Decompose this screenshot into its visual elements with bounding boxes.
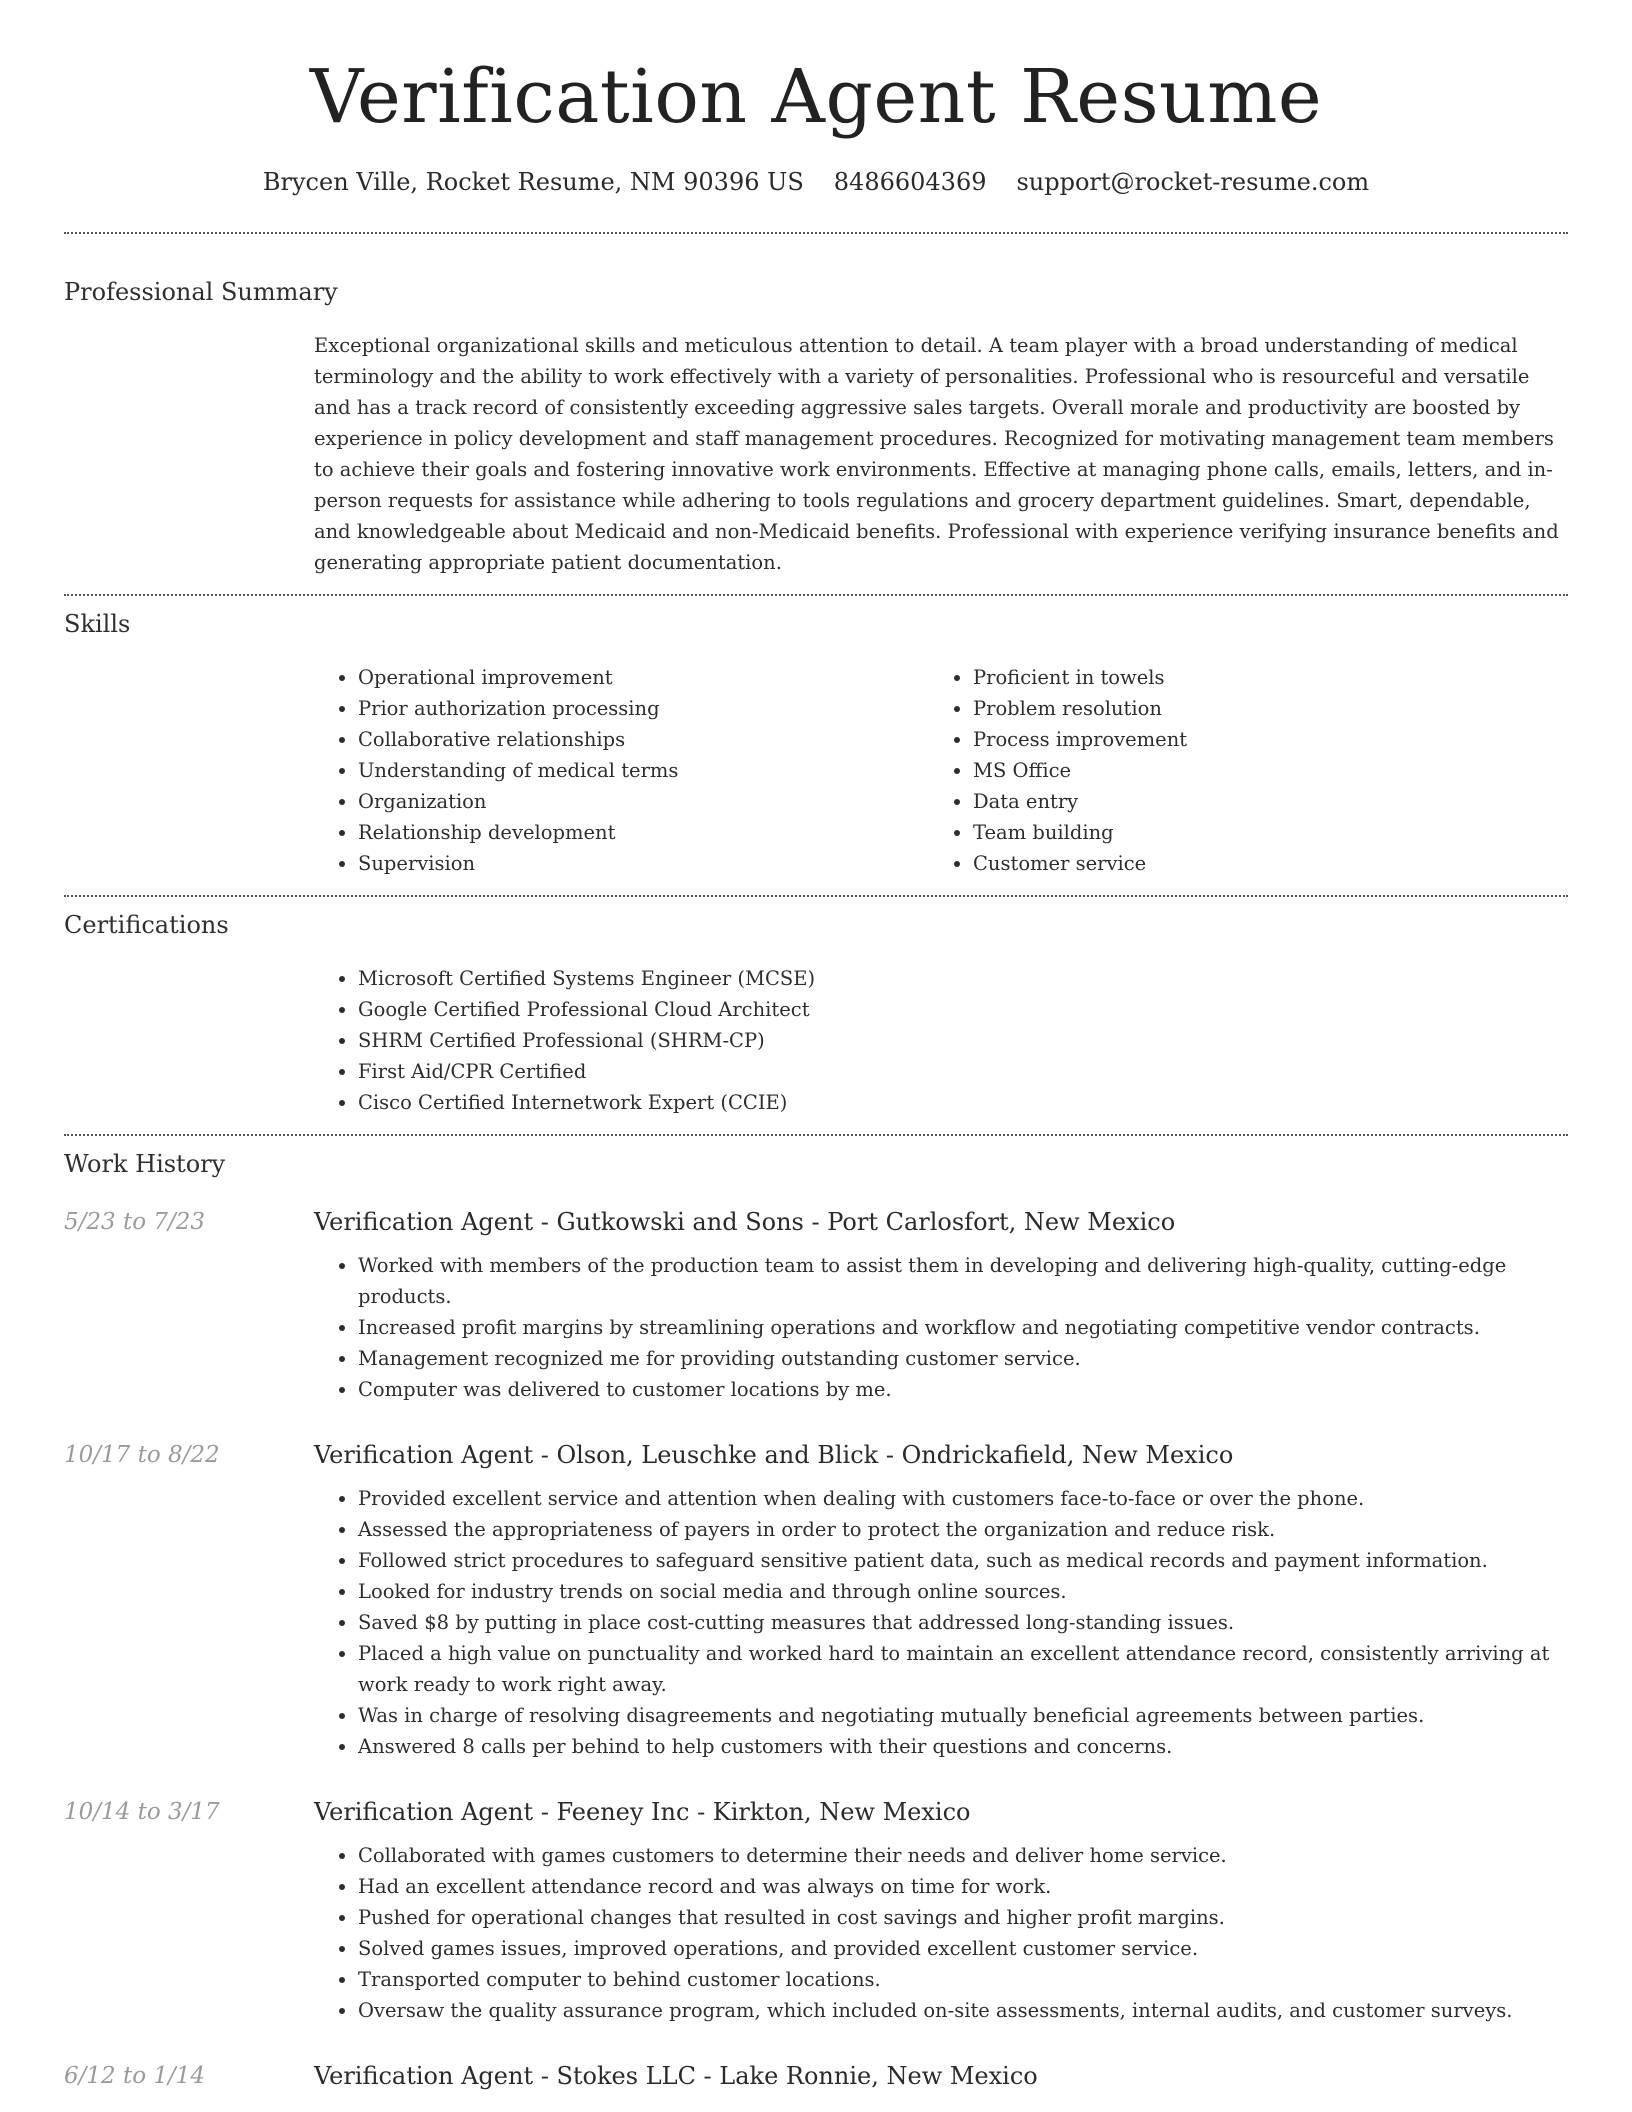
job-bullets: [314, 1483, 1568, 1762]
skill-item: • Proficient in towels: [973, 662, 1543, 693]
skill-item: • Understanding of medical terms: [358, 755, 928, 786]
skill-item: • Prior authorization processing: [358, 693, 928, 724]
job-bullets: [314, 1840, 1568, 2026]
section-heading-work-history: Work History: [64, 1150, 226, 1178]
section-heading-skills: Skills: [64, 610, 131, 638]
contact-line: [64, 164, 1568, 200]
job-dates: 10/14 to 3/17: [64, 1799, 220, 1825]
job-bullet: • Transported computer to behind customer locations.: [358, 1964, 1568, 1995]
job-bullet: • Followed strict procedures to safeguard sensitive patient data, such as medical records and payment information.: [358, 1545, 1568, 1576]
skill-item: • Operational improvement: [358, 662, 928, 693]
divider: [64, 895, 1568, 897]
skills-list-left: [314, 662, 928, 879]
skill-item: • Organization: [358, 786, 928, 817]
job-bullets: [314, 1250, 1568, 1405]
skill-item: • Data entry: [973, 786, 1543, 817]
skill-item: • MS Office: [973, 755, 1543, 786]
job-entry: [64, 1796, 1568, 2026]
job-title: Verification Agent - Gutkowski and Sons - Port Carlosfort, New Mexico: [314, 1208, 1176, 1236]
section-heading-certifications: Certifications: [64, 911, 229, 939]
job-title: Verification Agent - Stokes LLC - Lake Ronnie, New Mexico: [314, 2062, 1038, 2090]
job-entry: [64, 1206, 1568, 1405]
job-title: Verification Agent - Olson, Leuschke and Blick - Ondrickafield, New Mexico: [314, 1441, 1234, 1469]
job-bullet: • Solved games issues, improved operations, and provided excellent customer service.: [358, 1933, 1568, 1964]
job-bullet: • Saved $8 by putting in place cost-cutting measures that addressed long-standing issues.: [358, 1607, 1568, 1638]
skill-item: • Relationship development: [358, 817, 928, 848]
divider: [64, 232, 1568, 234]
certifications-list: [314, 963, 1568, 1118]
job-bullet: • Management recognized me for providing outstanding customer service.: [358, 1343, 1568, 1374]
skill-item: • Customer service: [973, 848, 1543, 879]
job-entry: [64, 1439, 1568, 1762]
job-bullet: • Placed a high value on punctuality and worked hard to maintain an excellent attendance record, consistently arriving at work ready to work right away.: [358, 1638, 1568, 1700]
divider: [64, 1134, 1568, 1136]
job-title: Verification Agent - Feeney Inc - Kirkton, New Mexico: [314, 1798, 971, 1826]
certification-item: • First Aid/CPR Certified: [358, 1056, 1568, 1087]
job-dates: 10/17 to 8/22: [64, 1442, 220, 1468]
contact-email: support@rocket-resume.com: [1016, 168, 1370, 196]
divider: [64, 594, 1568, 596]
section-heading-summary: Professional Summary: [64, 278, 338, 306]
job-bullet: • Assessed the appropriateness of payers in order to protect the organization and reduce risk.: [358, 1514, 1568, 1545]
work-history-section: [64, 1148, 1568, 2104]
job-bullet: • Increased profit margins by streamlining operations and workflow and negotiating competitive vendor contracts.: [358, 1312, 1568, 1343]
skill-item: • Team building: [973, 817, 1543, 848]
certification-item: • Microsoft Certified Systems Engineer (MCSE): [358, 963, 1568, 994]
job-bullet: • Looked for industry trends on social media and through online sources.: [358, 1576, 1568, 1607]
job-bullet: • Answered 8 calls per behind to help customers with their questions and concerns.: [358, 1731, 1568, 1762]
job-bullet: • Was in charge of resolving disagreements and negotiating mutually beneficial agreements between parties.: [358, 1700, 1568, 1731]
certification-item: • Google Certified Professional Cloud Architect: [358, 994, 1568, 1025]
job-dates: 6/12 to 1/14: [64, 2063, 206, 2089]
contact-phone: 8486604369: [833, 168, 987, 196]
job-dates: 5/23 to 7/23: [64, 1209, 206, 1235]
skill-item: • Problem resolution: [973, 693, 1543, 724]
job-bullet: • Pushed for operational changes that resulted in cost savings and higher profit margins.: [358, 1902, 1568, 1933]
job-bullet: • Computer was delivered to customer locations by me.: [358, 1374, 1568, 1405]
job-bullet: • Worked with members of the production team to assist them in developing and delivering high-quality, cutting-edge products.: [358, 1250, 1568, 1312]
skills-list-right: [929, 662, 1543, 879]
skills-section: [64, 608, 1568, 879]
job-entry: [64, 2060, 1568, 2104]
certification-item: • SHRM Certified Professional (SHRM-CP): [358, 1025, 1568, 1056]
contact-address: Brycen Ville, Rocket Resume, NM 90396 US: [262, 168, 804, 196]
skill-item: • Process improvement: [973, 724, 1543, 755]
certifications-section: [64, 909, 1568, 1118]
professional-summary-section: [64, 276, 1568, 578]
summary-text: Exceptional organizational skills and meticulous attention to detail. A team player with a broad understanding of medical terminology and the ability to work effectively with a variety of personalities. Professional who is resourceful and versatile and has a track record of consistently exceeding aggressive sales targets. Overall morale and productivity are boosted by experience in policy development and staff management procedures. Recognized for motivating management team members to achieve their goals and fostering innovative work environments. Effective at managing phone calls, emails, letters, and in-person requests for assistance while adhering to tools regulations and grocery department guidelines. Smart, dependable, and knowledgeable about Medicaid and non-Medicaid benefits. Professional with experience verifying insurance benefits and generating appropriate patient documentation.: [314, 334, 1559, 574]
skill-item: • Collaborative relationships: [358, 724, 928, 755]
resume-page: [64, 0, 1568, 2104]
skill-item: • Supervision: [358, 848, 928, 879]
job-bullet: • Provided excellent service and attention when dealing with customers face-to-face or over the phone.: [358, 1483, 1568, 1514]
certification-item: • Cisco Certified Internetwork Expert (CCIE): [358, 1087, 1568, 1118]
job-bullet: • Oversaw the quality assurance program, which included on-site assessments, internal audits, and customer surveys.: [358, 1995, 1568, 2026]
resume-title: Verification Agent Resume: [309, 54, 1323, 140]
job-bullet: • Had an excellent attendance record and was always on time for work.: [358, 1871, 1568, 1902]
job-bullet: • Collaborated with games customers to determine their needs and deliver home service.: [358, 1840, 1568, 1871]
